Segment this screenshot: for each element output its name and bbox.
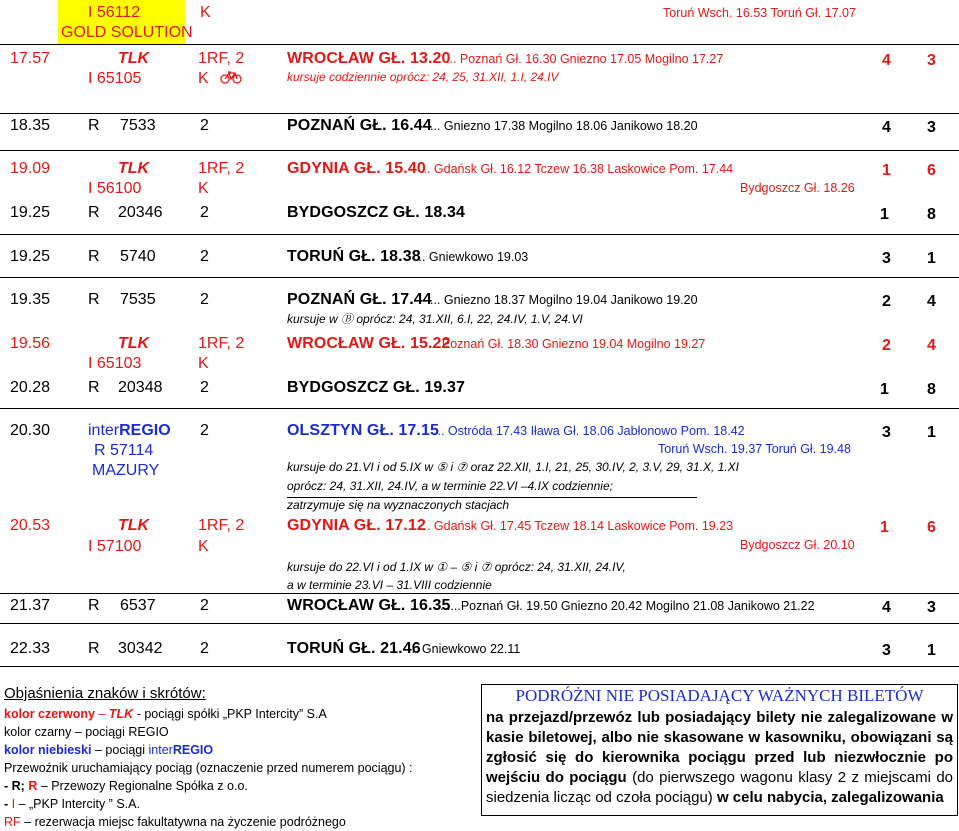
track-number: 4 [927, 337, 950, 354]
train-type: K [198, 70, 209, 87]
bicycle-icon [220, 70, 242, 87]
legend-inter: inter [148, 743, 173, 757]
via-stations-2: Bydgoszcz Gł. 20.10 [740, 538, 855, 552]
legend-line-blue [4, 744, 213, 757]
row-divider [0, 408, 959, 409]
track-number: 8 [927, 206, 950, 223]
train-type: K [198, 355, 209, 372]
legend-line-operator: Przewoźnik uruchamiający pociąg (oznaczenie przed numerem pociągu) : [4, 761, 413, 775]
platform-number: 4 [882, 52, 905, 69]
track-number: 3 [927, 52, 950, 69]
carrier: R [88, 204, 100, 221]
notice-title: PODRÓŻNI NIE POSIADAJĄCY WAŻNYCH BILETÓW [515, 686, 924, 705]
destination: WROCŁAW GŁ. 15.22 [287, 335, 451, 352]
row-divider [0, 44, 959, 45]
carrier-regio: REGIO [119, 422, 171, 439]
legend-text: – pociągi [91, 743, 149, 757]
via-stations: ... Poznań Gł. 16.30 Gniezno 17.05 Mogilno 17.27 [446, 52, 724, 66]
destination: BYDGOSZCZ GŁ. 19.37 [287, 379, 465, 396]
track-number: 1 [927, 250, 950, 267]
train-number: 5740 [120, 248, 156, 265]
legend-red-label: kolor czerwony [4, 707, 95, 721]
track-number: 3 [927, 119, 950, 136]
train-class: 2 [200, 422, 209, 439]
via-stations: ... Poznań Gł. 18.30 Gniezno 19.04 Mogilno 19.27 [428, 337, 706, 351]
legend-text: - [4, 797, 12, 811]
legend-text: – rezerwacja miejsc fakultatywna na życzenie podróżnego [20, 815, 346, 829]
legend-text: - pociągi spółki „PKP Intercity” S.A [133, 707, 327, 721]
notice-bold-2: w celu nabycia, zalegalizowania [716, 789, 944, 806]
via-stations: ... Gniewkowo 19.03 [415, 250, 529, 264]
carrier-tlk: TLK [118, 517, 150, 534]
carrier: R [88, 117, 100, 134]
legend-line-black: kolor czarny – pociągi REGIO [4, 725, 169, 739]
notice-plain: (do pierwszego wagonu klasy 2 z miejscami do siedzenia licząc od czoła pociągu) [486, 769, 954, 806]
train-number: 20348 [118, 379, 163, 396]
track-number: 1 [927, 642, 950, 659]
train-number: 7535 [120, 291, 156, 308]
platform-number: 1 [882, 162, 905, 179]
carrier-tlk: TLK [118, 50, 150, 67]
row-divider [0, 666, 959, 667]
carrier-tlk: TLK [118, 160, 150, 177]
row-divider [0, 113, 959, 114]
row-divider [0, 234, 959, 235]
train-class: 1RF, 2 [198, 335, 245, 352]
train-note: oprócz: 24, 31.XII, 24.IV, a w terminie 22.VI –4.IX codziennie; [287, 479, 613, 493]
departure-time: 18.35 [10, 117, 51, 134]
via-stations: ... Gniewkowo 22.11 [408, 642, 521, 656]
row-divider [0, 277, 959, 278]
track-number: 4 [927, 293, 950, 310]
legend-rf: RF [4, 815, 21, 829]
carrier-inter: inter [88, 422, 120, 439]
legend-line-red [4, 708, 327, 721]
train-name: MAZURY [92, 462, 160, 479]
train-number: 7533 [120, 117, 156, 134]
platform-number: 3 [882, 424, 905, 441]
train-number: I 56112 [88, 4, 141, 21]
notice-text [486, 708, 953, 808]
via-stations-2: Bydgoszcz Gł. 18.26 [740, 181, 855, 195]
train-class: 1RF, 2 [198, 50, 245, 67]
train-note: kursuje codziennie oprócz: 24, 25, 31.XII, 1.I, 24.IV [287, 70, 559, 84]
carrier: R [88, 640, 100, 657]
train-note: kursuje w Ⓑ oprócz: 24, 31.XII, 6.I, 22, 24.IV, 1.V, 24.VI [287, 312, 583, 326]
legend-r-red: R [28, 779, 38, 793]
carrier: R [88, 291, 100, 308]
destination: BYDGOSZCZ GŁ. 18.34 [287, 204, 465, 221]
notice-bold-1: na przejazd/przewóz lub posiadający bilety nie zalegalizowane w kasie biletowej, albo nie skasowane w kasowniku, obowiązani są zgłosić się do kierownika pociągu przed lub niezwłocznie po wejściu do pociągu [486, 709, 953, 786]
row-divider [0, 150, 959, 151]
departure-time: 19.25 [10, 248, 51, 265]
platform-number: 3 [882, 250, 905, 267]
departure-time: 19.09 [10, 160, 51, 177]
train-type: K [198, 538, 209, 555]
destination: WROCŁAW GŁ. 16.35 [287, 597, 451, 614]
platform-number: 1 [880, 519, 903, 536]
via-stations: ... Gniezno 18.37 Mogilno 19.04 Janikowo 19.20 [430, 293, 698, 307]
via-stations-2: Toruń Wsch. 19.37 Toruń Gł. 19.48 [658, 442, 851, 456]
departure-time: 19.25 [10, 204, 51, 221]
via-stations: ......Poznań Gł. 19.50 Gniezno 20.42 Mogilno 21.08 Janikowo 21.22 [440, 599, 815, 613]
legend-line-rf [4, 816, 346, 829]
row-divider [0, 593, 959, 594]
platform-number: 4 [882, 119, 905, 136]
via-stations: ... Ostróda 17.43 Iława Gł. 18.06 Jabłonowo Pom. 18.42 [434, 424, 745, 438]
legend-regio: REGIO [172, 743, 214, 757]
legend-dash: – [95, 707, 109, 721]
legend [2, 686, 472, 830]
train-number: I 65103 [88, 355, 142, 372]
departure-time: 19.35 [10, 291, 51, 308]
via-stations: ... Gniezno 17.38 Mogilno 18.06 Janikowo 18.20 [430, 119, 698, 133]
train-class: 1RF, 2 [198, 517, 245, 534]
train-note: kursuje do 21.VI i od 5.IX w ⑤ i ⑦ oraz 22.XII, 1.I, 21, 25, 30.IV, 2, 3.V, 29, 31.X, 1.XI [287, 460, 739, 474]
train-number: I 57100 [88, 538, 142, 555]
train-class: 2 [200, 117, 209, 134]
carrier-interregio [88, 423, 171, 439]
carrier-tlk: TLK [118, 335, 150, 352]
legend-line-i [4, 798, 140, 811]
train-class: 1RF, 2 [198, 160, 245, 177]
departure-time: 19.56 [10, 335, 51, 352]
train-note: zatrzymuje się na wyznaczonych stacjach [287, 498, 510, 512]
platform-number: 4 [882, 599, 905, 616]
legend-text: – Przewozy Regionalne Spółka z o.o. [37, 779, 248, 793]
legend-blue-label: kolor niebieski [4, 743, 92, 757]
destination: GDYNIA GŁ. 15.40 [287, 160, 426, 177]
legend-text: – „PKP Intercity ” S.A. [15, 797, 140, 811]
train-class: 2 [200, 379, 209, 396]
train-class: 2 [200, 597, 209, 614]
ticket-notice [481, 684, 958, 816]
via-stations: ... Gdańsk Gł. 16.12 Tczew 16.38 Laskowice Pom. 17.44 [420, 162, 734, 176]
train-number: I 65105 [88, 70, 142, 87]
destination: POZNAŃ GŁ. 17.44 [287, 291, 432, 308]
train-number: 30342 [118, 640, 163, 657]
legend-text: - R; [4, 779, 29, 793]
train-note: Toruń Wsch. 16.53 Toruń Gł. 17.07 [663, 6, 856, 20]
train-type: K [200, 4, 211, 21]
carrier: R [88, 597, 100, 614]
train-name: GOLD SOLUTION [61, 24, 193, 41]
legend-i-red: I [11, 797, 16, 811]
track-number: 3 [927, 599, 950, 616]
departure-time: 20.53 [10, 517, 51, 534]
train-number: 6537 [120, 597, 156, 614]
train-class: 2 [200, 248, 209, 265]
departure-time: 20.28 [10, 379, 51, 396]
note-underline [287, 497, 697, 498]
destination: GDYNIA GŁ. 17.12 [287, 517, 426, 534]
track-number: 6 [927, 519, 950, 536]
train-class: 2 [200, 291, 209, 308]
train-note: a w terminie 23.VI – 31.VIII codziennie [287, 578, 492, 592]
platform-number: 1 [880, 381, 903, 398]
track-number: 1 [927, 424, 950, 441]
destination: POZNAŃ GŁ. 16.44 [287, 117, 432, 134]
destination: TORUŃ GŁ. 21.46 [287, 640, 421, 657]
track-number: 6 [927, 162, 950, 179]
platform-number: 1 [880, 206, 903, 223]
train-number: R 57114 [94, 442, 154, 459]
destination: TORUŃ GŁ. 18.38 [287, 248, 421, 265]
legend-title: Objaśnienia znaków i skrótów: [4, 685, 206, 702]
destination: WROCŁAW GŁ. 13.20 [287, 50, 451, 67]
legend-line-r [4, 780, 248, 793]
departure-time: 20.30 [10, 422, 51, 439]
train-number: I 56100 [88, 180, 142, 197]
platform-number: 3 [882, 642, 905, 659]
train-class: 2 [200, 640, 209, 657]
train-number: 20346 [118, 204, 163, 221]
train-class: 2 [200, 204, 209, 221]
train-note: kursuje do 22.VI i od 1.IX w ① – ⑤ i ⑦ oprócz: 24, 31.XII, 24.IV, [287, 560, 626, 574]
carrier: R [88, 379, 100, 396]
via-stations: ... Gdańsk Gł. 17.45 Tczew 18.14 Laskowice Pom. 19.23 [420, 519, 734, 533]
legend-tlk: TLK [108, 707, 134, 721]
departure-time: 22.33 [10, 640, 51, 657]
row-divider [0, 623, 959, 624]
destination: OLSZTYN GŁ. 17.15 [287, 422, 439, 439]
platform-number: 2 [882, 337, 905, 354]
departure-time: 17.57 [10, 50, 51, 67]
departure-time: 21.37 [10, 597, 51, 614]
platform-number: 2 [882, 293, 905, 310]
track-number: 8 [927, 381, 950, 398]
carrier: R [88, 248, 100, 265]
train-type: K [198, 180, 209, 197]
